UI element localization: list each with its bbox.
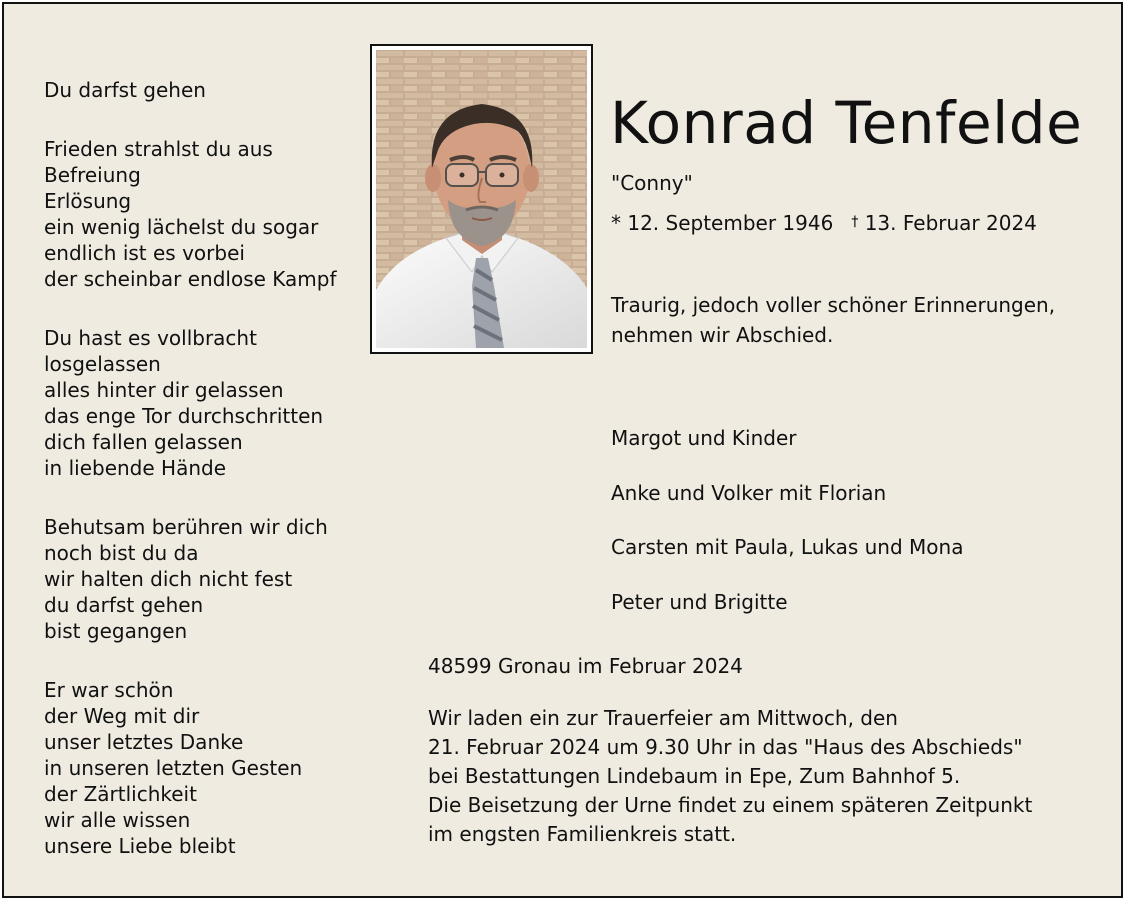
poem-line: Erlösung [44,189,132,213]
invitation-line: 21. Februar 2024 um 9.30 Uhr in das "Haus des Abschieds" [428,735,1023,759]
poem-line: alles hinter dir gelassen [44,378,284,402]
poem-line: bist gegangen [44,619,188,643]
poem-line: Behutsam berühren wir dich [44,515,328,539]
poem-line: unsere Liebe bleibt [44,834,236,858]
invitation-line: im engsten Familienkreis statt. [428,822,737,846]
funeral-invitation [428,704,1118,849]
death-symbol: † [851,214,859,230]
deceased-nickname: "Conny" [611,171,693,195]
poem-stanza [44,514,364,644]
poem-line: ein wenig lächelst du sogar [44,215,319,239]
poem-line: Er war schön [44,678,174,702]
invitation-line: bei Bestattungen Lindebaum in Epe, Zum Bahnhof 5. [428,764,961,788]
poem-line: der Weg mit dir [44,704,200,728]
poem-line: wir halten dich nicht fest [44,567,293,591]
poem-line: Du darfst gehen [44,78,206,102]
invitation-line: Wir laden ein zur Trauerfeier am Mittwoch, den [428,706,898,730]
death-date: 13. Februar 2024 [864,211,1037,235]
poem-line: in unseren letzten Gesten [44,756,303,780]
family-member: Peter und Brigitte [611,589,788,614]
poem-line: der Zärtlichkeit [44,782,197,806]
poem-stanza [44,677,364,859]
poem-stanza [44,77,364,103]
portrait-photo [376,50,587,348]
birth-date: * 12. September 1946 [611,211,834,235]
poem-line: unser letztes Danke [44,730,244,754]
poem-stanza [44,136,364,292]
poem-line: endlich ist es vorbei [44,241,245,265]
poem [44,77,364,859]
family-member: Margot und Kinder [611,426,797,450]
poem-line: Befreiung [44,163,141,187]
deceased-name: Konrad Tenfelde [610,89,1083,157]
poem-line: losgelassen [44,352,161,376]
obituary-card [2,2,1123,898]
poem-line: du darfst gehen [44,593,204,617]
poem-line: Du hast es vollbracht [44,326,257,350]
poem-line: das enge Tor durchschritten [44,404,324,428]
mourning-text: Traurig, jedoch voller schöner Erinnerungen, nehmen wir Abschied. [611,293,1056,347]
poem-line: in liebende Hände [44,456,227,480]
family-member: Anke und Volker mit Florian [611,480,887,505]
poem-line: noch bist du da [44,541,199,565]
poem-stanza [44,325,364,481]
family-list [611,424,963,642]
poem-line: Frieden strahlst du aus [44,137,273,161]
poem-line: dich fallen gelassen [44,430,243,454]
poem-line: der scheinbar endlose Kampf [44,267,337,291]
life-dates [611,208,1037,237]
family-member: Carsten mit Paula, Lukas und Mona [611,535,964,559]
place-and-date: 48599 Gronau im Februar 2024 [428,654,743,678]
invitation-line: Die Beisetzung der Urne findet zu einem späteren Zeitpunkt [428,793,1033,817]
portrait-photo-frame [370,44,593,354]
poem-line: wir alle wissen [44,808,191,832]
